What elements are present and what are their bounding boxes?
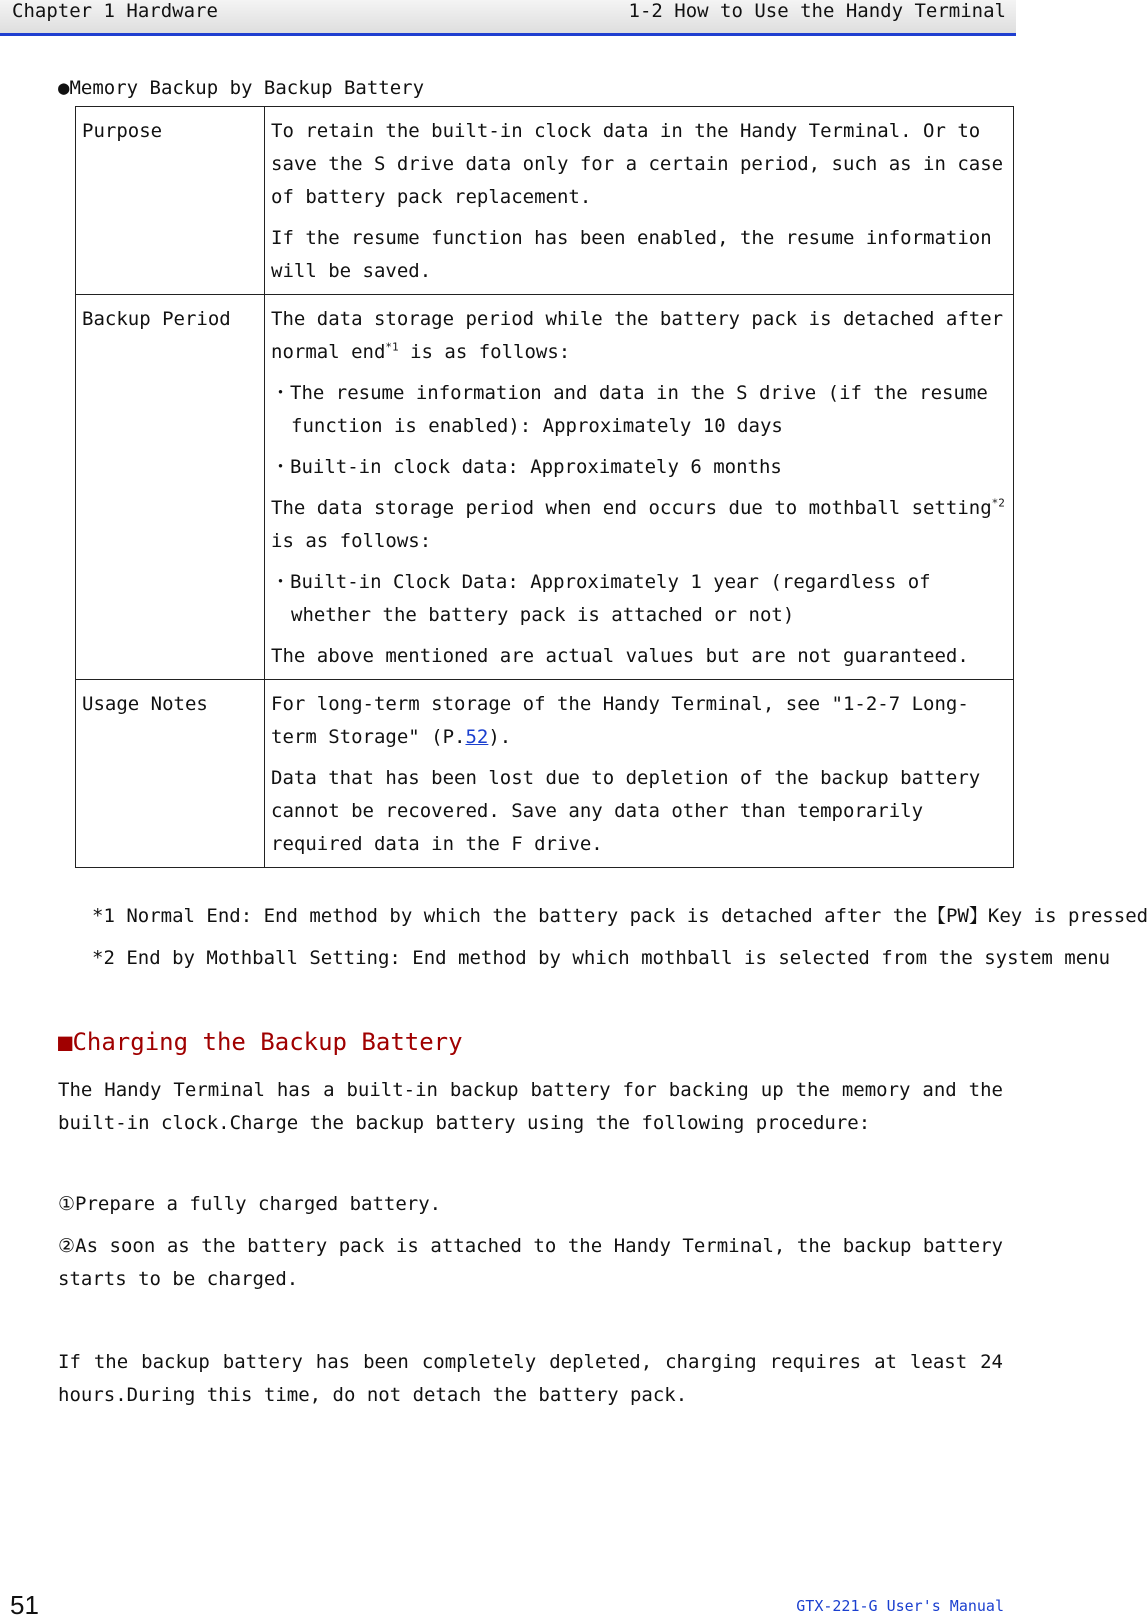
step-1: ①Prepare a fully charged battery. <box>58 1193 442 1215</box>
row-label: Usage Notes <box>76 680 265 868</box>
table-row <box>76 107 1014 295</box>
row-content <box>265 680 1014 868</box>
bullet-resume: ・The resume information and data in the S drive (if the resume function is enabled): Approximately 10 days <box>271 382 988 437</box>
row-content <box>265 107 1014 295</box>
purpose-text: To retain the built-in clock data in the Handy Terminal. Or to save the S drive data only for a certain period, such as in case of battery pack replacement. <box>271 120 1004 208</box>
table-row <box>76 680 1014 868</box>
purpose-resume-text: If the resume function has been enabled, the resume information will be saved. <box>271 227 992 282</box>
header-section: 1-2 How to Use the Handy Terminal <box>628 0 1006 22</box>
page-header <box>0 0 1016 36</box>
footnote-ref: *1 <box>385 340 399 354</box>
footnote-1: *1 Normal End: End method by which the battery pack is detached after the【PW】Key is pressed <box>92 905 1148 927</box>
table-row <box>76 295 1014 680</box>
bullet-clock: ・Built-in clock data: Approximately 6 months <box>271 456 782 478</box>
manual-name: GTX-221-G User's Manual <box>796 1597 1004 1615</box>
backup-info-table <box>75 106 1014 868</box>
row-content <box>265 295 1014 680</box>
data-loss-text: Data that has been lost due to depletion of the backup battery cannot be recovered. Save any data other than temporarily required data in the F drive. <box>271 767 981 855</box>
page-number: 51 <box>10 1590 39 1620</box>
charging-note: If the backup battery has been completely depleted, charging requires at least 24 hours.During this time, do not detach the battery pack. <box>58 1351 1003 1406</box>
page-link[interactable]: 52 <box>465 726 489 748</box>
header-chapter: Chapter 1 Hardware <box>12 0 218 22</box>
section-title: ●Memory Backup by Backup Battery <box>58 77 425 99</box>
disclaimer-text: The above mentioned are actual values but are not guaranteed. <box>271 645 969 667</box>
normal-end-period-text: The data storage period while the battery pack is detached after normal end$^{*1}$ is as follows: <box>271 308 1004 363</box>
footnote-ref: *2 <box>991 496 1005 510</box>
charging-intro: The Handy Terminal has a built-in backup battery for backing up the memory and the built-in clock.Charge the backup battery using the following procedure: <box>58 1079 1003 1134</box>
row-label: Purpose <box>76 107 265 295</box>
mothball-period-text: The data storage period when end occurs due to mothball setting$^{*2}$ is as follows: <box>271 496 1005 552</box>
step-2: ②As soon as the battery pack is attached to the Handy Terminal, the backup battery starts to be charged. <box>58 1235 1003 1290</box>
charging-heading: ■Charging the Backup Battery <box>58 1028 463 1056</box>
bullet-clock-year: ・Built-in Clock Data: Approximately 1 year (regardless of whether the battery pack is attached or not) <box>271 571 931 626</box>
footnote-2: *2 End by Mothball Setting: End method by which mothball is selected from the system menu <box>92 947 1111 969</box>
storage-note-text: For long-term storage of the Handy Terminal, see "1-2-7 Long-term Storage" (P.52). <box>271 693 969 748</box>
row-label: Backup Period <box>76 295 265 680</box>
